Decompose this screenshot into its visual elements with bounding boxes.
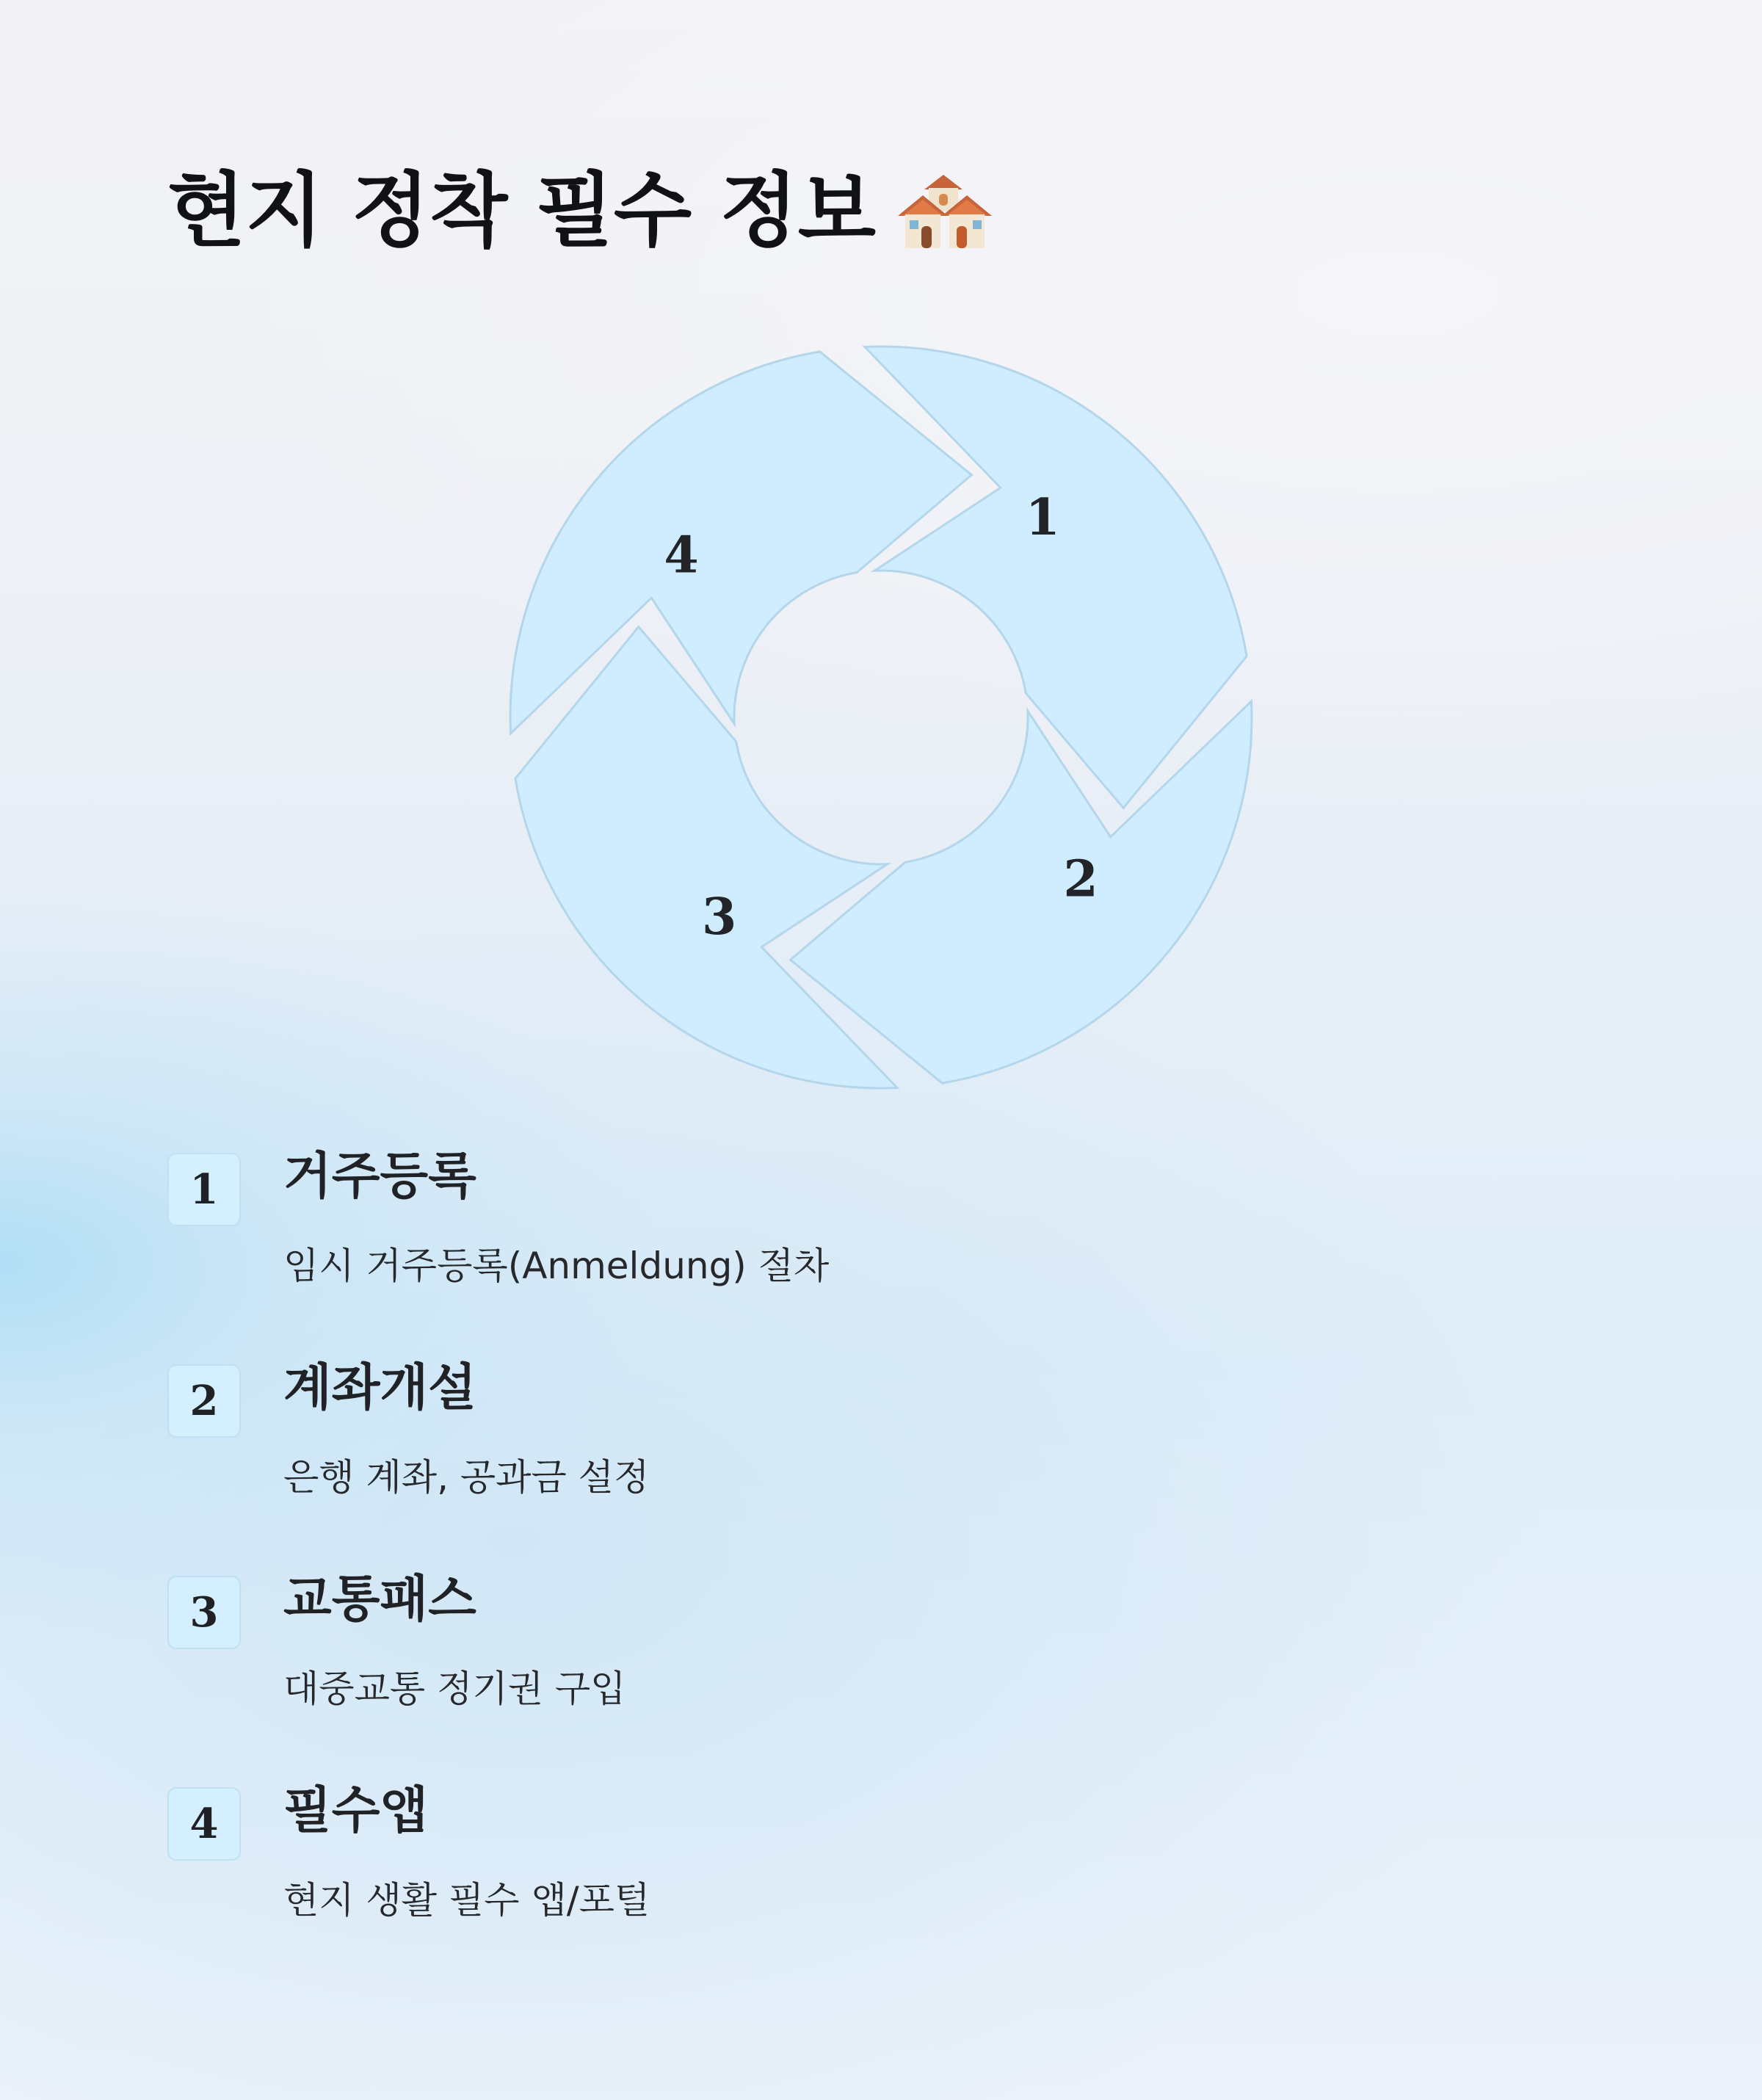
step-title: 필수앱: [283, 1782, 429, 1840]
cycle-segment-label: 2: [1063, 850, 1098, 909]
step-item: [167, 1571, 1562, 1787]
step-item: [167, 1359, 1562, 1576]
cycle-segment-label: 4: [664, 526, 699, 585]
cycle-segment-1: [865, 347, 1247, 808]
cycle-segment-2: [791, 701, 1252, 1083]
step-number-badge: 2: [167, 1364, 241, 1438]
step-number-badge: 4: [167, 1787, 241, 1861]
step-title: 거주등록: [283, 1148, 476, 1206]
cycle-segment-label: 3: [702, 888, 737, 946]
step-title: 교통패스: [283, 1571, 476, 1629]
cycle-segment-4: [510, 352, 971, 734]
step-item: [167, 1148, 1562, 1364]
step-description: 대중교통 정기권 구입: [283, 1668, 626, 1710]
step-number-badge: 3: [167, 1576, 241, 1649]
step-item: [167, 1782, 1562, 1999]
cycle-segment-3: [515, 627, 897, 1088]
page-title-text: 현지 정착 필수 정보: [167, 164, 876, 258]
step-number-badge: 1: [167, 1153, 241, 1226]
step-description: 현지 생활 필수 앱/포털: [283, 1879, 650, 1922]
step-description: 임시 거주등록(Anmeldung) 절차: [283, 1245, 830, 1287]
step-list: [167, 1148, 1562, 1999]
step-description: 은행 계좌, 공과금 설정: [283, 1456, 650, 1499]
cycle-segment-label: 1: [1025, 488, 1060, 547]
step-title: 계좌개설: [283, 1359, 476, 1417]
